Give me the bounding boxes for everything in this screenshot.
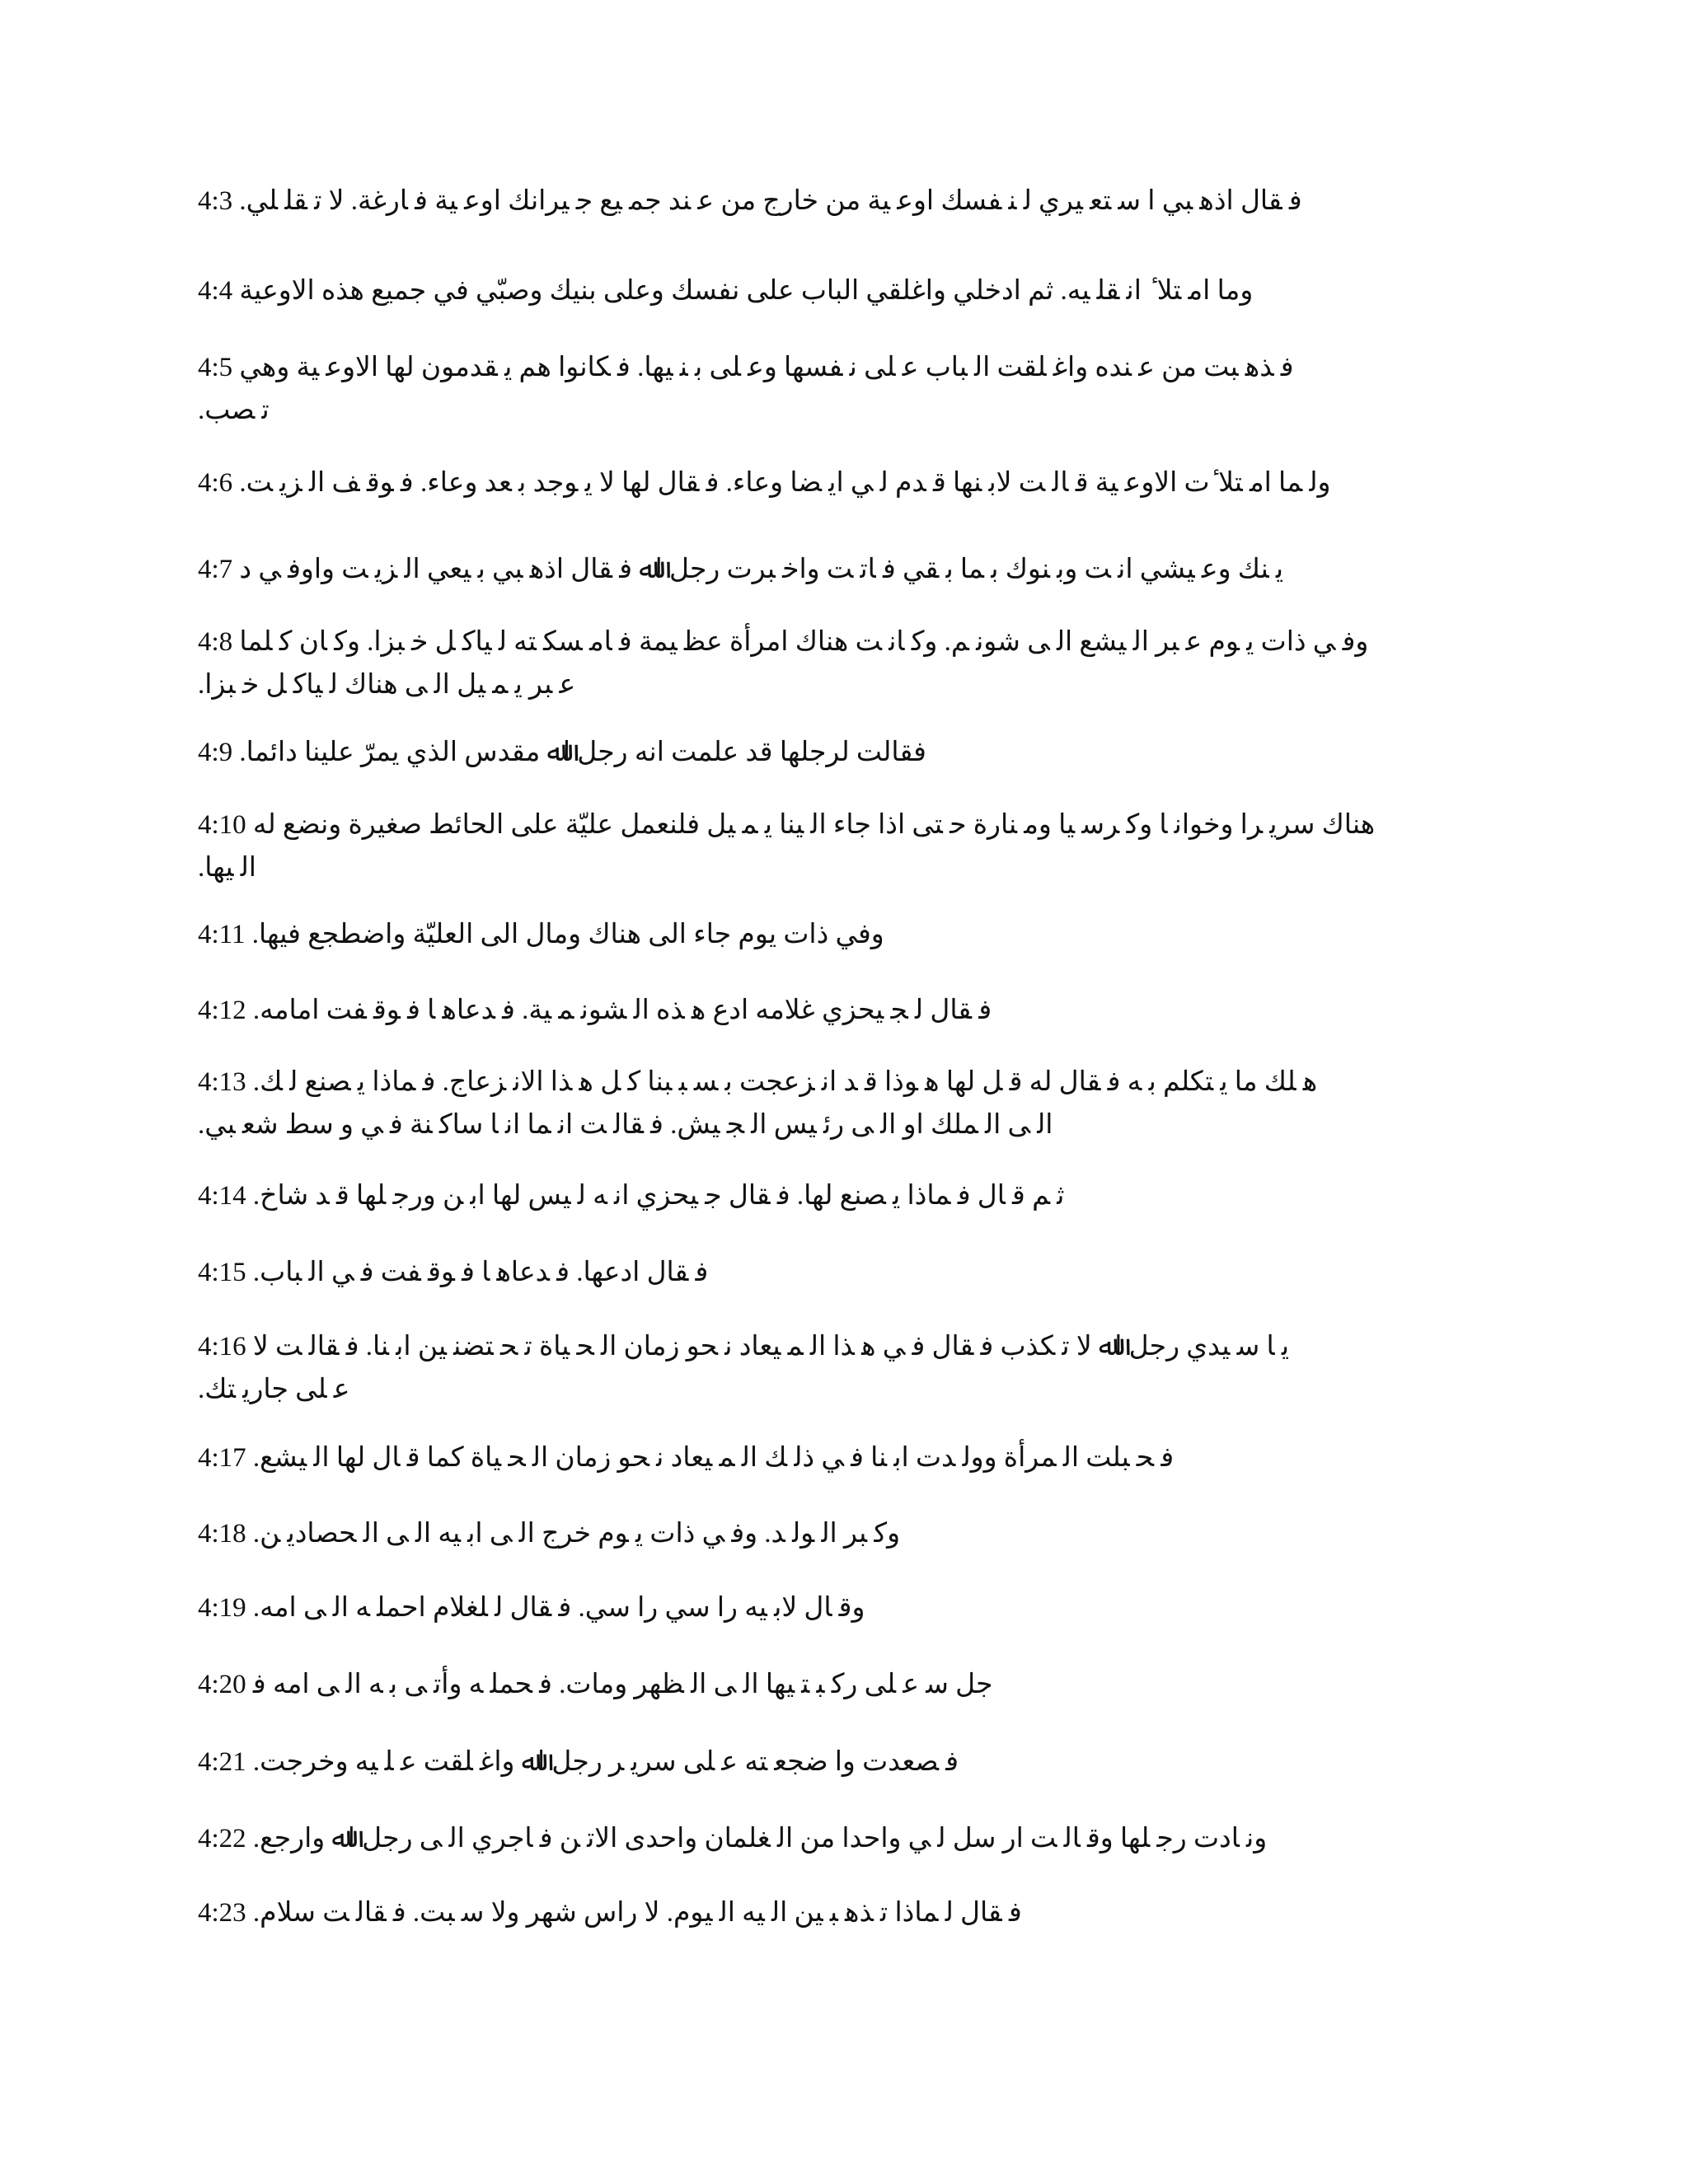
verse-ref: 4:14 [198,1181,246,1211]
verse-ref: 4:21 [198,1747,246,1777]
verse-text: ﻓ ﺬﻫ ﺒﺖ ﻣﻦ ﻋ ﻨﺪه واﻏ ﻠﻘﺖ اﻟ ﺒﺎب ﻋ ﻠﻰ ﻧ ﻔﺴﻬﺎ وﻋ ﻠﻰ ﺑ ﻨ ﻴﻬﺎ. ﻓ ﻜﺎﻧﻮا ﻫﻢ ﻳ ﻘﺪﻣﻮن ﻟﻬﺎ اﻻوﻋ ﻴﺔ وﻫﻲ [239,353,1294,382]
verse-ref: 4:17 [198,1443,246,1473]
verse-text: وﻓ ﻲ ذات ﻳ ﻮم ﻋ ﺒﺮ اﻟ ﻴﺸﻊ اﻟ ﻰ ﺷﻮﻧ ﻢ. وﻛ ﺎﻧ ﺖ ﻫﻨﺎك اﻣﺮأة ﻋﻈ ﻴﻤﺔ ﻓ ﺎﻣ ﺴﻜ ﺘﻪ ﻟ ﻴﺎﻛ ﻞ ﺧ ﺒﺰا. وﻛ ﺎن ﻛ ﻠﻤﺎ [239,627,1369,657]
verse-4-18 [198,1512,1484,1555]
verse-4-19 [198,1586,1484,1629]
verse-ref: 4:23 [198,1898,246,1928]
verse-4-10 [198,804,1484,889]
verse-text: ﻓ ﻘﺎل ادﻋﻬﺎ. ﻓ ﺪﻋﺎﻫ ﺎ ﻓ ﻮﻗ ﻔﺖ ﻓ ﻲ اﻟ ﺒﺎب. [252,1258,709,1287]
verse-ref: 4:16 [198,1332,246,1361]
verse-ref: 4:15 [198,1258,246,1287]
verse-4-22 [198,1817,1484,1860]
verse-text: ﻫ ﻠﻚ ﻣﺎ ﻳ ﺘﻜﻠﻢ ﺑ ﻪ ﻓ ﻘﺎل ﻟﻪ ﻗ ﻞ ﻟﻬﺎ ﻫ ﻮذا ﻗ ﺪ اﻧ ﺰﻋﺠﺖ ﺑ ﺴ ﺒ ﺒﻨﺎ ﻛ ﻞ ﻫ ﺬا اﻻﻧ ﺰﻋﺎج. ﻓ ﻤﺎذا ﻳ ﺼﻨﻊ ﻟ ﻚ. [252,1067,1318,1097]
verse-text: ﺟﻞ ﺳ ﻋ ﻠﻰ رﻛ ﺒ ﺘ ﻴﻬﺎ اﻟ ﻰ اﻟ ﻈﻬﺮ وﻣﺎت. ﻓ ﺤﻤﻠ ﻪ وأﺗ ﻰ ﺑ ﻪ اﻟ ﻰ اﻣﻪ ﻓ [252,1670,993,1699]
verse-ref: 4:10 [198,810,246,840]
verse-continuation: اﻟ ﻴﻬﺎ. [198,853,256,883]
verse-text: ﺛ ﻢ ﻗ ﺎل ﻓ ﻤﺎذا ﻳ ﺼﻨﻊ ﻟﻬﺎ. ﻓ ﻘﺎل ﺟ ﻴﺤﺰي اﻧ ﻪ ﻟ ﻴﺲ ﻟﻬﺎ اﺑ ﻦ ورﺟ ﻠﻬﺎ ﻗ ﺪ ﺷﺎخ. [252,1181,1065,1211]
verse-ref: 4:18 [198,1519,246,1549]
verse-ref: 4:6 [198,468,233,498]
verse-ref: 4:19 [198,1593,246,1623]
verse-text: وﻣﺎ اﻣ ﺘﻼ ٔ اﻧ ﻘﻠ ﻴﻪ. ﺛﻢ ادﺧﻠﻲ واﻏﻠﻘﻲ اﻟﺒﺎب ﻋﻠﻰ ﻧﻔﺴﻚ وﻋﻠﻰ ﺑﻨﻴﻚ وﺻﺒّﻲ ﻓﻲ ﺟﻤﻴﻊ ﻫﺬه اﻻوﻋﻴﺔ [239,276,1254,306]
verse-ref: 4:9 [198,738,233,767]
verse-4-4 [198,269,1484,312]
verse-text: ﻓﻘﺎﻟﺖ ﻟﺮﺟﻠﻬﺎ ﻗﺪ ﻋﻠﻤﺖ اﻧﻪ رﺟﻞ اﷲ ﻣﻘﺪس اﻟﺬي ﻳﻤﺮّ ﻋﻠﻴﻨﺎ داﺋﻤﺎ. [239,738,926,767]
verse-text: ﻓ ﻘﺎل اذﻫ ﺒﻲ ا ﺳ ﺘﻌ ﻴﺮي ﻟ ﻨ ﻔﺴﻚ اوﻋ ﻴﺔ ﻣﻦ ﺧﺎرج ﻣﻦ ﻋ ﻨﺪ ﺟﻤ ﻴﻊ ﺟ ﻴﺮاﻧﻚ اوﻋ ﻴﺔ ﻓ ﺎرﻏﺔ. ﻻ ﺗ ﻘﻠ ﻠﻲ. [239,186,1302,216]
verse-4-11 [198,913,1484,956]
verse-ref: 4:5 [198,353,233,382]
verse-ref: 4:12 [198,996,246,1025]
verse-continuation: ﺗ ﺼﺐ. [198,396,270,425]
verse-4-20 [198,1663,1484,1706]
verse-4-3 [198,180,1484,223]
verse-text: وﻟ ﻤﺎ اﻣ ﺘﻼ ٔت اﻻوﻋ ﻴﺔ ﻗ ﺎﻟ ﺖ ﻻﺑ ﻨﻬﺎ ﻗ ﺪم ﻟ ﻲ اﻳ ﻀﺎ وﻋﺎء. ﻓ ﻘﺎل ﻟﻬﺎ ﻻ ﻳ ﻮﺟﺪ ﺑ ﻌﺪ وﻋﺎء. ﻓ ﻮﻗ ﻒ اﻟ ﺰﻳ ﺖ. [239,468,1331,498]
verse-4-16 [198,1325,1484,1411]
verse-text: ﻓ ﻘﺎل ﻟ ﻤﺎذا ﺗ ﺬﻫ ﺒ ﻴﻦ اﻟ ﻴﻪ اﻟ ﻴﻮم. ﻻ راس ﺷﻬﺮ وﻻ ﺳ ﺒﺖ. ﻓ ﻘﺎﻟ ﺖ ﺳﻼم. [252,1898,1022,1928]
verse-4-14 [198,1174,1484,1217]
verse-4-9 [198,731,1484,774]
verse-4-8 [198,621,1484,706]
verse-continuation: ﻋ ﺒﺮ ﻳ ﻤ ﻴﻞ اﻟ ﻰ ﻫﻨﺎك ﻟ ﻴﺎﻛ ﻞ ﺧ ﺒﺰا. [198,670,576,700]
verse-text: وﻧ ﺎدت رﺟ ﻠﻬﺎ وﻗ ﺎﻟ ﺖ ار ﺳﻞ ﻟ ﻲ واﺣﺪا ﻣﻦ اﻟ ﻐﻠﻤﺎن واﺣﺪى اﻻﺗ ﻦ ﻓ ﺎﺟﺮي اﻟ ﻰ رﺟﻞ اﷲ وارﺟﻊ. [252,1824,1268,1854]
verse-text: ﻫﻨﺎك ﺳﺮﻳ ﺮا وﺧﻮاﻧ ﺎ وﻛ ﺮﺳ ﻴﺎ وﻣ ﻨﺎرة ﺣ ﺘﻰ اذا ﺟﺎء اﻟ ﻴﻨﺎ ﻳ ﻤ ﻴﻞ ﻓﻠﻨﻌﻤﻞ ﻋﻠﻴّﺔ ﻋﻠﻰ اﻟﺤﺎﺋﻂ ﺻﻐﻴﺮة وﻧﻀﻊ ﻟﻪ [252,810,1376,840]
verse-4-12 [198,989,1484,1032]
verse-4-6 [198,462,1484,504]
verse-text: ﻳ ﻨﻚ وﻋ ﻴﺸﻲ اﻧ ﺖ وﺑ ﻨﻮك ﺑ ﻤﺎ ﺑ ﻘﻲ ﻓ ﺎﺗ ﺖ واﺧ ﺒﺮت رﺟﻞ اﷲ ﻓ ﻘﺎل اذﻫ ﺒﻲ ﺑ ﻴﻌﻲ اﻟ ﺰﻳ ﺖ واوﻓ ﻲ د [239,555,1284,584]
verse-4-7 [198,548,1484,591]
verse-ref: 4:11 [198,920,246,949]
verse-text: وﻗ ﺎل ﻻﺑ ﻴﻪ را ﺳﻲ را ﺳﻲ. ﻓ ﻘﺎل ﻟ ﻠﻐﻼم اﺣﻤﻠ ﻪ اﻟ ﻰ اﻣﻪ. [252,1593,865,1623]
verse-text: وﻓﻲ ذات ﻳﻮم ﺟﺎء اﻟﻰ ﻫﻨﺎك وﻣﺎل اﻟﻰ اﻟﻌﻠﻴّﺔ واﺿﻄﺠﻊ ﻓﻴﻬﺎ. [251,920,884,949]
verse-4-23 [198,1891,1484,1934]
verse-text: ﻓ ﺼﻌﺪت وا ﺿﺠﻌ ﺘﻪ ﻋ ﻠﻰ ﺳﺮﻳ ﺮ رﺟﻞ اﷲ واﻏ ﻠﻘﺖ ﻋ ﻠ ﻴﻪ وﺧﺮﺟﺖ. [252,1747,959,1777]
verse-ref: 4:13 [198,1067,246,1097]
verse-ref: 4:8 [198,627,233,657]
verse-ref: 4:22 [198,1824,246,1854]
verse-text: وﻛ ﺒﺮ اﻟ ﻮﻟ ﺪ. وﻓ ﻲ ذات ﻳ ﻮم ﺧﺮج اﻟ ﻰ اﺑ ﻴﻪ اﻟ ﻰ اﻟ ﺤﺼﺎدﻳ ﻦ. [252,1519,901,1549]
verse-text: ﻓ ﻘﺎل ﻟ ﺠ ﻴﺤﺰي ﻏﻼﻣﻪ ادع ﻫ ﺬه اﻟ ﺸﻮﻧ ﻤ ﻴﺔ. ﻓ ﺪﻋﺎﻫ ﺎ ﻓ ﻮﻗ ﻔﺖ اﻣﺎﻣﻪ. [252,996,992,1025]
verse-continuation: ﻋ ﻠﻰ ﺟﺎرﻳ ﺘﻚ. [198,1375,350,1404]
verse-ref: 4:4 [198,276,233,306]
verse-4-15 [198,1251,1484,1294]
verse-ref: 4:3 [198,186,233,216]
verse-ref: 4:7 [198,555,233,584]
verse-4-21 [198,1741,1484,1783]
verse-ref: 4:20 [198,1670,246,1699]
verse-continuation: اﻟ ﻰ اﻟ ﻤﻠﻚ او اﻟ ﻰ رﺋ ﻴﺲ اﻟ ﺠ ﻴﺶ. ﻓ ﻘﺎﻟ ﺖ اﻧ ﻤﺎ اﻧ ﺎ ﺳﺎﻛ ﻨﺔ ﻓ ﻲ و ﺳﻂ ﺷﻌ ﺒﻲ. [198,1110,1053,1140]
verse-4-5 [198,346,1484,432]
verse-text: ﻓ ﺤ ﺒﻠﺖ اﻟ ﻤﺮأة ووﻟ ﺪت اﺑ ﻨﺎ ﻓ ﻲ ذﻟ ﻚ اﻟ ﻤ ﻴﻌﺎد ﻧ ﺤﻮ زﻣﺎن اﻟ ﺤ ﻴﺎة ﻛﻤﺎ ﻗ ﺎل ﻟﻬﺎ اﻟ ﻴﺸﻊ. [252,1443,1175,1473]
verse-4-17 [198,1436,1484,1479]
verse-text: ﻳ ﺎ ﺳ ﻴﺪي رﺟﻞ اﷲ ﻻ ﺗ ﻜﺬب ﻓ ﻘﺎل ﻓ ﻲ ﻫ ﺬا اﻟ ﻤ ﻴﻌﺎد ﻧ ﺤﻮ زﻣﺎن اﻟ ﺤ ﻴﺎة ﺗ ﺤ ﺘﻀﻨ ﻴﻦ اﺑ ﻨﺎ. ﻓ ﻘﺎﻟ ﺖ ﻻ [252,1332,1289,1361]
verse-4-13 [198,1061,1484,1146]
